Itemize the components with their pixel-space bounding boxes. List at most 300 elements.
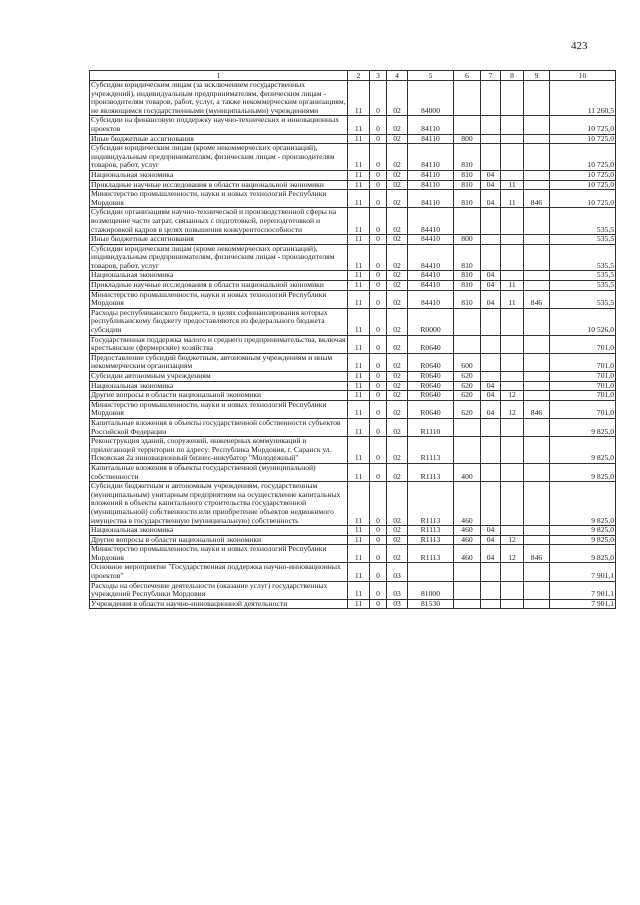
cell-code-2: 11 bbox=[348, 144, 370, 171]
cell-code-5: 84110 bbox=[408, 170, 454, 180]
cell-name: Основное мероприятие "Государственная поддержка научно-инновационных проектов" bbox=[90, 563, 348, 581]
table-row bbox=[90, 208, 616, 235]
table-row bbox=[90, 400, 616, 418]
cell-code-8: 12 bbox=[501, 535, 524, 545]
cell-code-2: 11 bbox=[348, 208, 370, 235]
cell-code-3: 0 bbox=[370, 144, 387, 171]
cell-code-8: 11 bbox=[501, 281, 524, 291]
cell-code-9 bbox=[524, 381, 550, 391]
cell-name: Национальная экономика bbox=[90, 271, 348, 281]
cell-amount: 701,0 bbox=[550, 372, 616, 382]
cell-code-4: 03 bbox=[387, 563, 408, 581]
cell-code-6: 810 bbox=[454, 190, 481, 208]
cell-code-4: 02 bbox=[387, 290, 408, 308]
cell-code-3: 0 bbox=[370, 545, 387, 563]
cell-code-6: 600 bbox=[454, 353, 481, 371]
cell-code-6: 460 bbox=[454, 482, 481, 526]
cell-code-3: 0 bbox=[370, 81, 387, 116]
cell-code-5: R1113 bbox=[408, 545, 454, 563]
cell-amount: 10 725,0 bbox=[550, 134, 616, 144]
cell-amount: 9 825,0 bbox=[550, 535, 616, 545]
cell-code-7 bbox=[481, 244, 501, 271]
header-cell: 6 bbox=[454, 71, 481, 81]
cell-code-9 bbox=[524, 437, 550, 464]
cell-code-6 bbox=[454, 208, 481, 235]
cell-code-3: 0 bbox=[370, 391, 387, 401]
cell-name: Субсидии юридическим лицам (за исключением государственных учреждений), индивидуальным предпринимателям, физическим лицам - производителям товаров, работ, услуг, а также некоммерческим организациям, не являющимся государственными (муниципальными) учреждениями bbox=[91, 80, 346, 115]
cell-code-6 bbox=[454, 563, 481, 581]
cell-code-4: 02 bbox=[387, 418, 408, 436]
cell-code-6: 810 bbox=[454, 180, 481, 190]
cell-code-2: 11 bbox=[348, 353, 370, 371]
cell-code-3: 0 bbox=[370, 116, 387, 134]
cell-code-7 bbox=[481, 353, 501, 371]
cell-code-7: 04 bbox=[481, 290, 501, 308]
cell-name: Иные бюджетные ассигнования bbox=[90, 134, 348, 144]
cell-code-8 bbox=[501, 208, 524, 235]
cell-name: Иные бюджетные ассигнования bbox=[90, 235, 348, 245]
cell-code-2: 11 bbox=[348, 418, 370, 436]
cell-code-3: 0 bbox=[370, 372, 387, 382]
table-row bbox=[90, 437, 616, 464]
cell-code-2: 11 bbox=[348, 81, 370, 116]
table-row bbox=[90, 308, 616, 335]
cell-code-4: 02 bbox=[387, 545, 408, 563]
cell-code-6: 800 bbox=[454, 134, 481, 144]
cell-name: Национальная экономика bbox=[90, 526, 348, 536]
cell-code-4: 02 bbox=[387, 180, 408, 190]
cell-code-9 bbox=[524, 281, 550, 291]
cell-amount: 9 825,0 bbox=[550, 545, 616, 563]
cell-code-9 bbox=[524, 391, 550, 401]
table-row bbox=[90, 563, 616, 581]
cell-code-7: 04 bbox=[481, 180, 501, 190]
cell-code-7: 04 bbox=[481, 381, 501, 391]
cell-amount: 10 725,0 bbox=[550, 180, 616, 190]
cell-amount: 701,0 bbox=[550, 353, 616, 371]
cell-code-7 bbox=[481, 116, 501, 134]
cell-code-6: 400 bbox=[454, 463, 481, 481]
table-row bbox=[90, 482, 616, 526]
cell-code-4: 02 bbox=[387, 116, 408, 134]
cell-code-6 bbox=[454, 418, 481, 436]
cell-code-7 bbox=[481, 81, 501, 116]
cell-code-4: 02 bbox=[387, 381, 408, 391]
cell-code-7: 04 bbox=[481, 281, 501, 291]
cell-code-9: 846 bbox=[524, 190, 550, 208]
cell-amount: 9 825,0 bbox=[550, 437, 616, 464]
cell-code-2: 11 bbox=[348, 281, 370, 291]
cell-name: Субсидии автономным учреждениям bbox=[90, 372, 348, 382]
cell-name: Предоставление субсидий бюджетным, автономным учреждениям и иным некоммерческим организациям bbox=[90, 353, 348, 371]
table-row bbox=[90, 391, 616, 401]
cell-code-7 bbox=[481, 437, 501, 464]
page-number: 423 bbox=[571, 40, 588, 52]
cell-code-3: 0 bbox=[370, 235, 387, 245]
cell-code-9 bbox=[524, 271, 550, 281]
cell-code-8 bbox=[501, 170, 524, 180]
cell-code-8: 11 bbox=[501, 180, 524, 190]
cell-name: Другие вопросы в области национальной экономики bbox=[90, 391, 348, 401]
cell-code-4: 02 bbox=[387, 271, 408, 281]
cell-code-7: 04 bbox=[481, 545, 501, 563]
cell-code-8 bbox=[501, 353, 524, 371]
cell-code-8 bbox=[501, 271, 524, 281]
cell-code-4: 02 bbox=[387, 437, 408, 464]
cell-code-6: 460 bbox=[454, 526, 481, 536]
cell-code-9 bbox=[524, 208, 550, 235]
cell-code-4: 02 bbox=[387, 170, 408, 180]
table-row bbox=[90, 81, 616, 116]
cell-amount: 535,5 bbox=[550, 290, 616, 308]
table-row bbox=[90, 144, 616, 171]
cell-amount: 535,5 bbox=[550, 235, 616, 245]
cell-code-8 bbox=[501, 308, 524, 335]
table-row bbox=[90, 545, 616, 563]
cell-code-7 bbox=[481, 581, 501, 599]
cell-code-3: 0 bbox=[370, 170, 387, 180]
cell-code-8: 11 bbox=[501, 190, 524, 208]
cell-code-2: 11 bbox=[348, 599, 370, 609]
cell-code-9 bbox=[524, 418, 550, 436]
cell-code-9 bbox=[524, 144, 550, 171]
cell-name: Субсидии на финансовую поддержку научно-технических и инновационных проектов bbox=[90, 116, 348, 134]
cell-code-4: 02 bbox=[387, 400, 408, 418]
cell-amount: 10 725,0 bbox=[550, 144, 616, 171]
cell-name: Капитальные вложения в объекты государственной собственности субъектов Российской Федерации bbox=[90, 418, 348, 436]
cell-code-6: 810 bbox=[454, 271, 481, 281]
cell-code-9 bbox=[524, 134, 550, 144]
cell-code-8: 11 bbox=[501, 290, 524, 308]
cell-code-6: 810 bbox=[454, 290, 481, 308]
cell-code-9 bbox=[524, 353, 550, 371]
cell-code-2: 11 bbox=[348, 482, 370, 526]
cell-code-4: 02 bbox=[387, 81, 408, 116]
cell-code-3: 0 bbox=[370, 244, 387, 271]
cell-name: Субсидии юридическим лицам (кроме некоммерческих организаций), индивидуальным предпринимателям, физическим лицам - производителям товаров, работ, услуг bbox=[90, 244, 348, 271]
cell-code-2: 11 bbox=[348, 244, 370, 271]
cell-code-5: 81530 bbox=[408, 599, 454, 609]
cell-code-8 bbox=[501, 482, 524, 526]
cell-code-9 bbox=[524, 180, 550, 190]
cell-code-2: 11 bbox=[348, 581, 370, 599]
cell-code-7 bbox=[481, 482, 501, 526]
cell-code-7: 04 bbox=[481, 271, 501, 281]
cell-amount: 701,0 bbox=[550, 381, 616, 391]
table-row bbox=[90, 190, 616, 208]
cell-code-9 bbox=[524, 482, 550, 526]
cell-code-8: 12 bbox=[501, 391, 524, 401]
header-cell: 1 bbox=[90, 71, 348, 81]
table-row bbox=[90, 381, 616, 391]
cell-code-3: 0 bbox=[370, 526, 387, 536]
cell-code-3: 0 bbox=[370, 581, 387, 599]
cell-code-9 bbox=[524, 116, 550, 134]
cell-code-3: 0 bbox=[370, 463, 387, 481]
cell-amount: 10 725,0 bbox=[550, 170, 616, 180]
cell-amount: 7 901,1 bbox=[550, 581, 616, 599]
cell-code-7 bbox=[481, 418, 501, 436]
cell-code-3: 0 bbox=[370, 308, 387, 335]
cell-name: Национальная экономика bbox=[90, 381, 348, 391]
cell-code-9 bbox=[524, 335, 550, 353]
cell-name: Национальная экономика bbox=[90, 170, 348, 180]
cell-code-5: R0640 bbox=[408, 400, 454, 418]
cell-code-5: 84000 bbox=[408, 81, 454, 116]
cell-code-6: 800 bbox=[454, 235, 481, 245]
cell-code-7 bbox=[481, 599, 501, 609]
cell-code-4: 02 bbox=[387, 335, 408, 353]
table-row bbox=[90, 535, 616, 545]
header-cell: 5 bbox=[408, 71, 454, 81]
cell-code-8 bbox=[501, 144, 524, 171]
cell-code-7: 04 bbox=[481, 190, 501, 208]
cell-code-6: 810 bbox=[454, 170, 481, 180]
cell-code-4: 02 bbox=[387, 235, 408, 245]
cell-code-7 bbox=[481, 563, 501, 581]
header-cell: 2 bbox=[348, 71, 370, 81]
cell-code-2: 11 bbox=[348, 271, 370, 281]
cell-amount: 11 260,5 bbox=[550, 81, 616, 116]
cell-amount: 701,0 bbox=[550, 391, 616, 401]
cell-code-5: 81000 bbox=[408, 581, 454, 599]
cell-code-8 bbox=[501, 335, 524, 353]
cell-code-6 bbox=[454, 335, 481, 353]
cell-amount: 535,5 bbox=[550, 271, 616, 281]
cell-code-3: 0 bbox=[370, 208, 387, 235]
table-row bbox=[90, 581, 616, 599]
cell-code-4: 02 bbox=[387, 208, 408, 235]
cell-code-5: R1113 bbox=[408, 482, 454, 526]
cell-code-4: 02 bbox=[387, 482, 408, 526]
cell-code-6: 810 bbox=[454, 144, 481, 171]
cell-code-6: 810 bbox=[454, 244, 481, 271]
table-row bbox=[90, 180, 616, 190]
cell-code-9 bbox=[524, 599, 550, 609]
cell-code-8 bbox=[501, 372, 524, 382]
cell-code-8 bbox=[501, 599, 524, 609]
cell-code-5: 84410 bbox=[408, 208, 454, 235]
cell-code-2: 11 bbox=[348, 308, 370, 335]
table-row bbox=[90, 372, 616, 382]
cell-code-4: 02 bbox=[387, 391, 408, 401]
cell-name: Прикладные научные исследования в области национальной экономики bbox=[90, 180, 348, 190]
cell-code-3: 0 bbox=[370, 190, 387, 208]
cell-code-8 bbox=[501, 381, 524, 391]
cell-code-7 bbox=[481, 463, 501, 481]
cell-code-2: 11 bbox=[348, 437, 370, 464]
cell-code-8 bbox=[501, 134, 524, 144]
cell-code-4: 02 bbox=[387, 190, 408, 208]
cell-name: Министерство промышленности, науки и новых технологий Республики Мордовия bbox=[90, 545, 348, 563]
table-row bbox=[90, 599, 616, 609]
cell-code-8 bbox=[501, 563, 524, 581]
cell-code-2: 11 bbox=[348, 400, 370, 418]
cell-code-4: 02 bbox=[387, 372, 408, 382]
cell-code-6: 810 bbox=[454, 281, 481, 291]
cell-code-3: 0 bbox=[370, 134, 387, 144]
cell-code-3: 0 bbox=[370, 353, 387, 371]
cell-code-7: 04 bbox=[481, 400, 501, 418]
cell-code-5: R1110 bbox=[408, 418, 454, 436]
cell-code-8 bbox=[501, 116, 524, 134]
cell-code-7 bbox=[481, 208, 501, 235]
header-cell: 4 bbox=[387, 71, 408, 81]
cell-code-5: 84410 bbox=[408, 244, 454, 271]
cell-code-7: 04 bbox=[481, 535, 501, 545]
cell-code-8: 12 bbox=[501, 545, 524, 563]
cell-code-8 bbox=[501, 437, 524, 464]
cell-amount: 9 825,0 bbox=[550, 418, 616, 436]
cell-code-7 bbox=[481, 308, 501, 335]
cell-code-4: 02 bbox=[387, 134, 408, 144]
cell-code-3: 0 bbox=[370, 482, 387, 526]
cell-code-2: 11 bbox=[348, 372, 370, 382]
cell-code-2: 11 bbox=[348, 535, 370, 545]
cell-code-5 bbox=[408, 563, 454, 581]
table-body bbox=[90, 81, 616, 609]
cell-name: Министерство промышленности, науки и новых технологий Республики Мордовия bbox=[90, 290, 348, 308]
cell-code-8 bbox=[501, 235, 524, 245]
cell-code-9 bbox=[524, 535, 550, 545]
cell-code-8 bbox=[501, 244, 524, 271]
cell-amount: 701,0 bbox=[550, 335, 616, 353]
cell-code-6: 620 bbox=[454, 372, 481, 382]
cell-code-2: 11 bbox=[348, 190, 370, 208]
cell-name: Прикладные научные исследования в области национальной экономики bbox=[90, 281, 348, 291]
cell-code-5: R0000 bbox=[408, 308, 454, 335]
cell-name: Субсидии бюджетным и автономным учреждениям, государственным (муниципальным) унитарным предприятиям на осуществление капитальных вложений в объекты капитального строительства государственной (муниципальной) собственности или приобретение объектов недвижимого имущества в государственную (муниципальную) собственность bbox=[90, 482, 348, 526]
table-row bbox=[90, 335, 616, 353]
cell-code-3: 0 bbox=[370, 290, 387, 308]
cell-code-5: 84110 bbox=[408, 134, 454, 144]
cell-code-6: 460 bbox=[454, 535, 481, 545]
cell-amount: 9 825,0 bbox=[550, 482, 616, 526]
table-row bbox=[90, 170, 616, 180]
cell-code-7: 04 bbox=[481, 391, 501, 401]
cell-code-5: 84110 bbox=[408, 144, 454, 171]
cell-code-2: 11 bbox=[348, 563, 370, 581]
cell-name: Расходы на обеспечение деятельности (оказание услуг) государственных учреждений Республики Мордовия bbox=[90, 581, 348, 599]
cell-code-3: 0 bbox=[370, 599, 387, 609]
cell-code-5: 84110 bbox=[408, 180, 454, 190]
cell-code-7 bbox=[481, 235, 501, 245]
table-row bbox=[90, 116, 616, 134]
cell-name: Реконструкция зданий, сооружений, инженерных коммуникаций и прилегающей территории по адресу: Республика Мордовия, г. Саранск ул. Псковская 2а инновационный бизнес-инкубатор "Молодежный" bbox=[90, 437, 348, 464]
cell-code-4: 02 bbox=[387, 526, 408, 536]
table-row bbox=[90, 418, 616, 436]
cell-code-9 bbox=[524, 581, 550, 599]
cell-code-5: 84410 bbox=[408, 281, 454, 291]
table-header-row bbox=[90, 71, 616, 81]
cell-code-3: 0 bbox=[370, 437, 387, 464]
cell-name: Расходы республиканского бюджета, в целях софинансирования которых республиканскому бюджету предоставляются из федерального бюджета субсидии bbox=[90, 308, 348, 335]
cell-code-9 bbox=[524, 308, 550, 335]
table-row bbox=[90, 244, 616, 271]
cell-code-7 bbox=[481, 144, 501, 171]
cell-code-4: 03 bbox=[387, 581, 408, 599]
cell-code-4: 02 bbox=[387, 244, 408, 271]
cell-code-2: 11 bbox=[348, 381, 370, 391]
header-cell: 8 bbox=[501, 71, 524, 81]
table-row bbox=[90, 290, 616, 308]
cell-name: Субсидии юридическим лицам (кроме некоммерческих организаций), индивидуальным предпринимателям, физическим лицам - производителям товаров, работ, услуг bbox=[90, 144, 348, 171]
cell-code-5: 84110 bbox=[408, 116, 454, 134]
cell-code-6 bbox=[454, 599, 481, 609]
cell-code-5: R0640 bbox=[408, 353, 454, 371]
cell-code-7: 04 bbox=[481, 526, 501, 536]
cell-code-2: 11 bbox=[348, 170, 370, 180]
cell-code-3: 0 bbox=[370, 535, 387, 545]
cell-code-8 bbox=[501, 81, 524, 116]
cell-code-9 bbox=[524, 81, 550, 116]
cell-code-4: 02 bbox=[387, 463, 408, 481]
table-row bbox=[90, 526, 616, 536]
cell-name: Капитальные вложения в объекты государственной (муниципальной) собственности bbox=[90, 463, 348, 481]
cell-code-3: 0 bbox=[370, 381, 387, 391]
cell-code-5: 84410 bbox=[408, 290, 454, 308]
cell-amount: 9 825,0 bbox=[550, 463, 616, 481]
cell-code-9 bbox=[524, 372, 550, 382]
table-row bbox=[90, 271, 616, 281]
cell-code-8: 12 bbox=[501, 400, 524, 418]
cell-code-6 bbox=[454, 308, 481, 335]
cell-code-5: R1113 bbox=[408, 535, 454, 545]
cell-code-6 bbox=[454, 81, 481, 116]
cell-code-3: 0 bbox=[370, 400, 387, 418]
cell-code-2: 11 bbox=[348, 235, 370, 245]
cell-code-6: 460 bbox=[454, 545, 481, 563]
cell-code-9 bbox=[524, 244, 550, 271]
cell-code-7 bbox=[481, 134, 501, 144]
header-cell: 7 bbox=[481, 71, 501, 81]
cell-name: Министерство промышленности, науки и новых технологий Республики Мордовия bbox=[90, 190, 348, 208]
cell-code-3: 0 bbox=[370, 335, 387, 353]
cell-code-6 bbox=[454, 116, 481, 134]
cell-code-4: 02 bbox=[387, 353, 408, 371]
cell-amount: 10 725,0 bbox=[550, 116, 616, 134]
cell-code-5: 84410 bbox=[408, 235, 454, 245]
table-row bbox=[90, 353, 616, 371]
header-cell: 3 bbox=[370, 71, 387, 81]
cell-name: Учреждения в области научно-инновационной деятельности bbox=[90, 599, 348, 609]
cell-code-8 bbox=[501, 418, 524, 436]
cell-name: Государственная поддержка малого и среднего предпринимательства, включая крестьянские (фермерские) хозяйства bbox=[91, 335, 346, 353]
cell-code-9 bbox=[524, 526, 550, 536]
cell-code-5: 84410 bbox=[408, 271, 454, 281]
cell-code-2: 11 bbox=[348, 180, 370, 190]
cell-code-7 bbox=[481, 372, 501, 382]
cell-code-6: 620 bbox=[454, 381, 481, 391]
cell-code-6 bbox=[454, 581, 481, 599]
cell-code-2: 11 bbox=[348, 134, 370, 144]
cell-code-9 bbox=[524, 235, 550, 245]
cell-code-4: 02 bbox=[387, 308, 408, 335]
cell-amount: 9 825,0 bbox=[550, 526, 616, 536]
cell-code-6 bbox=[454, 437, 481, 464]
cell-code-7 bbox=[481, 335, 501, 353]
cell-code-8 bbox=[501, 526, 524, 536]
table-row bbox=[90, 235, 616, 245]
cell-name: Другие вопросы в области национальной экономики bbox=[90, 535, 348, 545]
cell-code-9 bbox=[524, 170, 550, 180]
cell-code-4: 02 bbox=[387, 535, 408, 545]
cell-code-2: 11 bbox=[348, 545, 370, 563]
cell-code-5: R0640 bbox=[408, 391, 454, 401]
cell-code-2: 11 bbox=[348, 116, 370, 134]
cell-code-5: R0640 bbox=[408, 381, 454, 391]
cell-amount: 535,5 bbox=[550, 244, 616, 271]
